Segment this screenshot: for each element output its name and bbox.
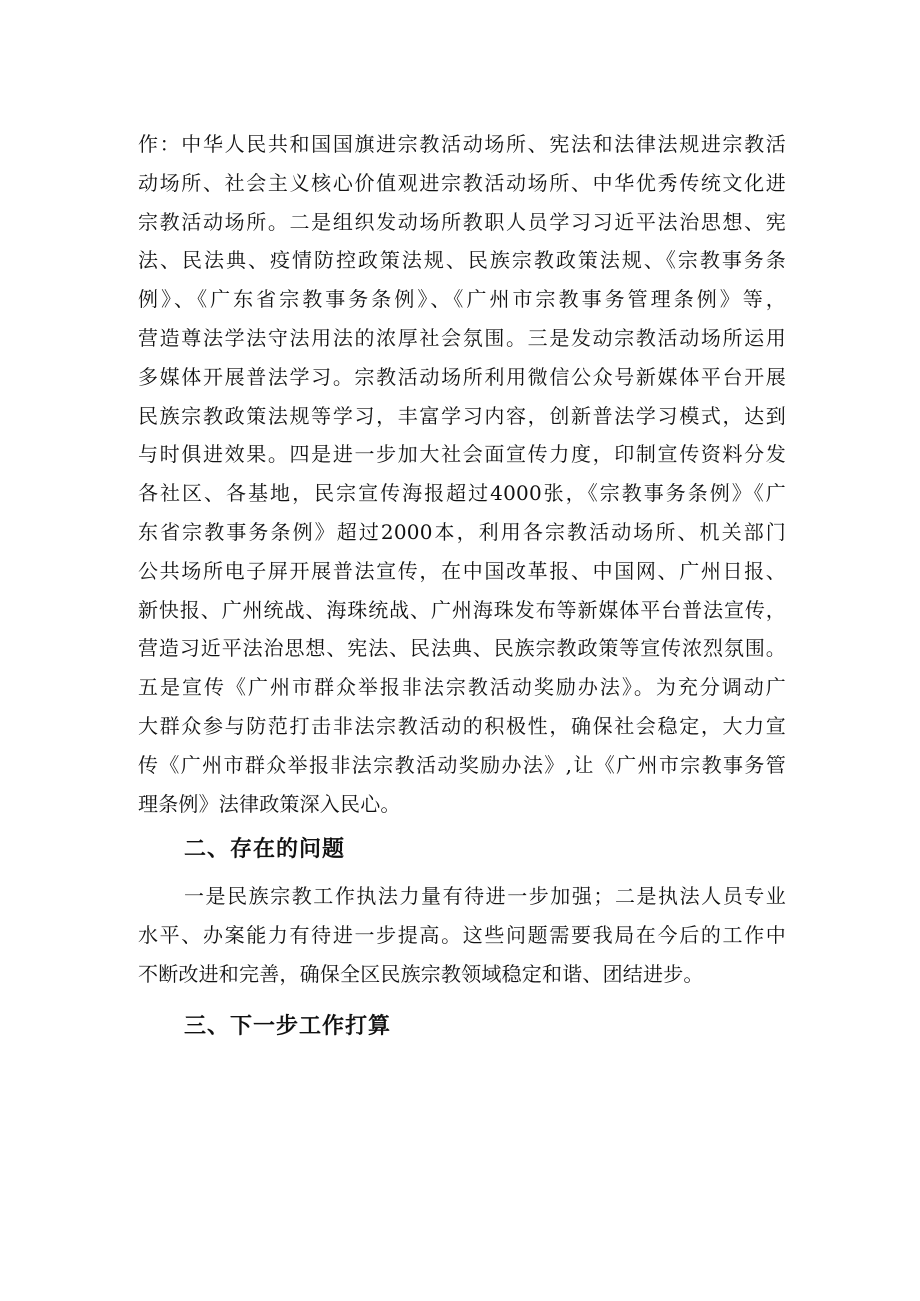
text-line: 动场所、社会主义核心价值观进宗教活动场所、中华优秀传统文化进 xyxy=(138,170,786,195)
text-line: 五是宣传《广州市群众举报非法宗教活动奖励办法》。为充分调动广 xyxy=(138,675,786,700)
text-line: 与时俱进效果。四是进一步加大社会面宣传力度，印制宣传资料分发 xyxy=(138,442,786,467)
spacer xyxy=(138,994,786,1004)
text-line: 例》、《广东省宗教事务条例》、《广州市宗教事务管理条例》等， xyxy=(138,287,786,312)
text-line: 东省宗教事务条例》超过2000本，利用各宗教活动场所、机关部门 xyxy=(138,519,786,544)
text-line: 营造尊法学法守法用法的浓厚社会氛围。三是发动宗教活动场所运用 xyxy=(138,325,786,350)
text-line: 营造习近平法治思想、宪法、民法典、民族宗教政策等宣传浓烈氛围。 xyxy=(138,636,786,661)
text-line: 理条例》法律政策深入民心。 xyxy=(138,791,401,816)
text-line: 一是民族宗教工作执法力量有待进一步加强；二是执法人员专业 xyxy=(184,884,786,909)
section-heading-next-steps: 三、下一步工作打算 xyxy=(184,1013,392,1039)
text-line: 水平、办案能力有待进一步提高。这些问题需要我局在今后的工作中 xyxy=(138,923,786,948)
document-body xyxy=(138,125,786,1050)
text-line: 作：中华人民共和国国旗进宗教活动场所、宪法和法律法规进宗教活 xyxy=(138,132,786,156)
paragraph-existing-problems xyxy=(138,877,786,993)
text-line: 法、民法典、疫情防控政策法规、民族宗教政策法规、《宗教事务条 xyxy=(138,248,786,273)
text-line: 各社区、各基地，民宗宣传海报超过4000张，《宗教事务条例》《广 xyxy=(138,481,786,506)
text-line: 公共场所电子屏开展普法宣传，在中国改革报、中国网、广州日报、 xyxy=(138,558,786,583)
text-line: 新快报、广州统战、海珠统战、广州海珠发布等新媒体平台普法宣传， xyxy=(138,597,786,622)
text-line: 不断改进和完善，确保全区民族宗教领域稳定和谐、团结进步。 xyxy=(138,961,704,986)
text-line: 大群众参与防范打击非法宗教活动的积极性，确保社会稳定，大力宣 xyxy=(138,713,786,738)
text-line: 宗教活动场所。二是组织发动场所教职人员学习习近平法治思想、宪 xyxy=(138,209,786,234)
text-line: 传《广州市群众举报非法宗教活动奖励办法》,让《广州市宗教事务管 xyxy=(138,752,786,777)
paragraph-publicity-work xyxy=(138,125,786,823)
text-line: 民族宗教政策法规等学习，丰富学习内容，创新普法学习模式，达到 xyxy=(138,403,786,428)
section-heading-existing-problems: 二、存在的问题 xyxy=(184,837,346,863)
text-line: 多媒体开展普法学习。宗教活动场所利用微信公众号新媒体平台开展 xyxy=(138,364,786,389)
